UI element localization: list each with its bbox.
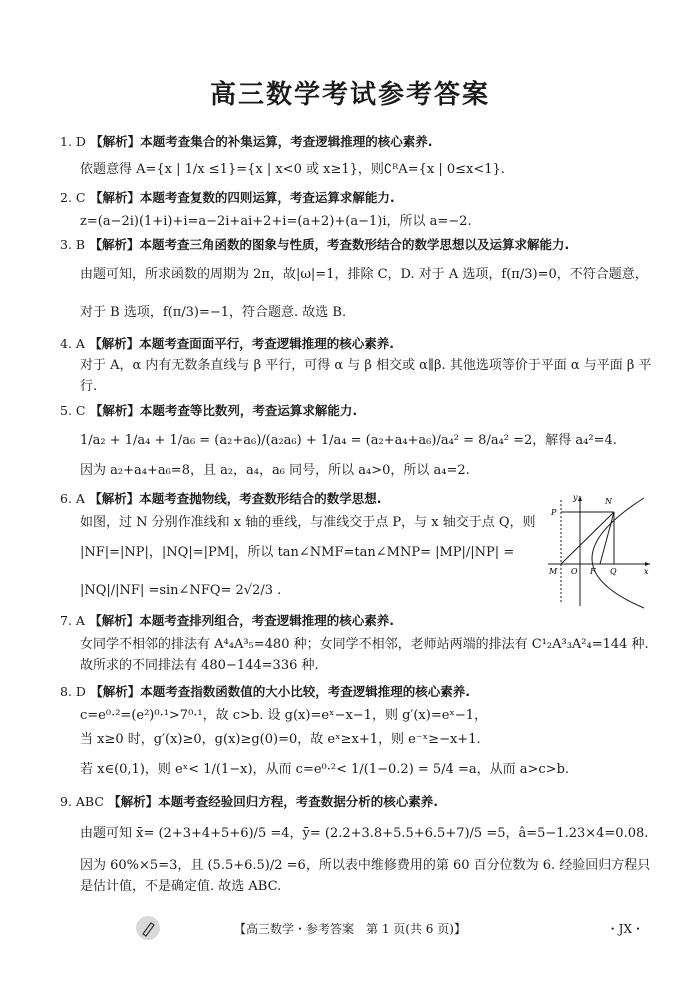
fig-label-y: y bbox=[573, 493, 578, 502]
q6-line-1: 如图，过 N 分别作准线和 x 轴的垂线，与准线交于点 P，与 x 轴交于点 Q，则 bbox=[80, 515, 536, 530]
q6-header: 6. A 【解析】本题考查抛物线，考查数形结合的数学思想. bbox=[60, 491, 382, 506]
fig-label-M: M bbox=[549, 567, 558, 576]
q3-line-2: 对于 B 选项，f(π/3)=−1，符合题意. 故选 B. bbox=[80, 305, 347, 320]
q2-line-1: z=(a−2i)(1+i)+i=a−2i+ai+2+i=(a+2)+(a−1)i，所以 a=−2. bbox=[80, 214, 472, 229]
q4-line-1: 对于 A，α 内有无数条直线与 β 平行，可得 α 与 β 相交或 α∥β. 其他选项等价于平面 α 与平面 β 平行. bbox=[80, 358, 652, 394]
fig-label-N: N bbox=[605, 497, 612, 506]
fig-label-Q: Q bbox=[610, 567, 617, 576]
q8-line-3: 若 x∈(0,1)，则 eˣ< 1/(1−x)，从而 c=e⁰·²< 1/(1−0.2) = 5/4 =a，从而 a>c>b. bbox=[80, 762, 570, 777]
q9-header: 9. ABC 【解析】本题考查经验回归方程，考查数据分析的核心素养. bbox=[60, 794, 439, 809]
q1-line-1: 依题意得 A={x | 1/x ≤1}={x | x<0 或 x≥1}，则∁ᴿA={x | 0≤x<1}. bbox=[80, 162, 505, 177]
q8-header: 8. D 【解析】本题考查指数函数值的大小比较，考查逻辑推理的核心素养. bbox=[60, 684, 471, 699]
q3-line-1: 由题可知，所求函数的周期为 2π，故|ω|=1，排除 C，D. 对于 A 选项，f(π/3)=0，不符合题意， bbox=[80, 267, 648, 282]
q8-line-1: c=e⁰·²=(e²)⁰·¹>7⁰·¹，故 c>b. 设 g(x)=eˣ−x−1，则 g′(x)=eˣ−1， bbox=[80, 708, 488, 723]
footer-page-info: 【高三数学・参考答案 第 1 页(共 6 页)】 bbox=[234, 922, 466, 936]
q9-line-2: 因为 60%×5=3，且 (5.5+6.5)/2 =6，所以表中维修费用的第 60 百分位数为 6. 经验回归方程只是估计值，不是确定值. 故选 ABC. bbox=[80, 858, 651, 894]
fig-label-x: x bbox=[644, 567, 649, 576]
q6-line-3: |NQ|/|NF| =sin∠NFQ= 2√2/3 . bbox=[80, 583, 282, 598]
q2-header: 2. C 【解析】本题考查复数的四则运算，考查运算求解能力. bbox=[60, 190, 395, 205]
parabola-figure bbox=[544, 490, 654, 610]
footer-code: ・JX・ bbox=[606, 922, 644, 936]
q4-header: 4. A 【解析】本题考查面面平行，考查逻辑推理的核心素养. bbox=[60, 336, 395, 351]
q7-line-1: 女同学不相邻的排法有 A⁴₄A³₅=480 种；女同学不相邻，老师站两端的排法有 C¹₂A³₃A²₄=144 种. 故所求的不同排法有 480−144=336 种. bbox=[80, 637, 649, 673]
q5-header: 5. C 【解析】本题考查等比数列，考查运算求解能力. bbox=[60, 403, 358, 418]
q9-line-1: 由题可知 x̄= (2+3+4+5+6)/5 =4，ȳ= (2.2+3.8+5.5+6.5+7)/5 =5，â=5−1.23×4=0.08. bbox=[80, 826, 649, 841]
page-title: 高三数学考试参考答案 bbox=[209, 80, 490, 110]
fig-label-P: P bbox=[551, 508, 557, 517]
q5-line-2: 因为 a₂+a₄+a₆=8，且 a₂，a₄，a₆ 同号，所以 a₄>0，所以 a₄=2. bbox=[80, 463, 470, 478]
fig-label-O: O bbox=[571, 567, 578, 576]
q7-header: 7. A 【解析】本题考查排列组合，考查逻辑推理的核心素养. bbox=[60, 613, 395, 628]
q5-line-1: 1/a₂ + 1/a₄ + 1/a₆ = (a₂+a₆)/(a₂a₆) + 1/a₄ = (a₂+a₄+a₆)/a₄² = 8/a₄² =2，解得 a₄²=4. bbox=[80, 433, 617, 448]
q1-header: 1. D 【解析】本题考查集合的补集运算，考查逻辑推理的核心素养. bbox=[60, 134, 433, 149]
q6-line-2: |NF|=|NP|，|NQ|=|PM|，所以 tan∠NMF=tan∠MNP= |MP|/|NP| = bbox=[80, 545, 515, 560]
page-footer bbox=[0, 918, 700, 940]
fig-label-F: F bbox=[590, 567, 596, 576]
q3-header: 3. B 【解析】本题考查三角函数的图象与性质，考查数形结合的数学思想以及运算求解能力. bbox=[60, 237, 570, 252]
q8-line-2: 当 x≥0 时，g′(x)≥0，g(x)≥g(0)=0，故 eˣ≥x+1，则 e⁻ˣ≥−x+1. bbox=[80, 732, 481, 747]
